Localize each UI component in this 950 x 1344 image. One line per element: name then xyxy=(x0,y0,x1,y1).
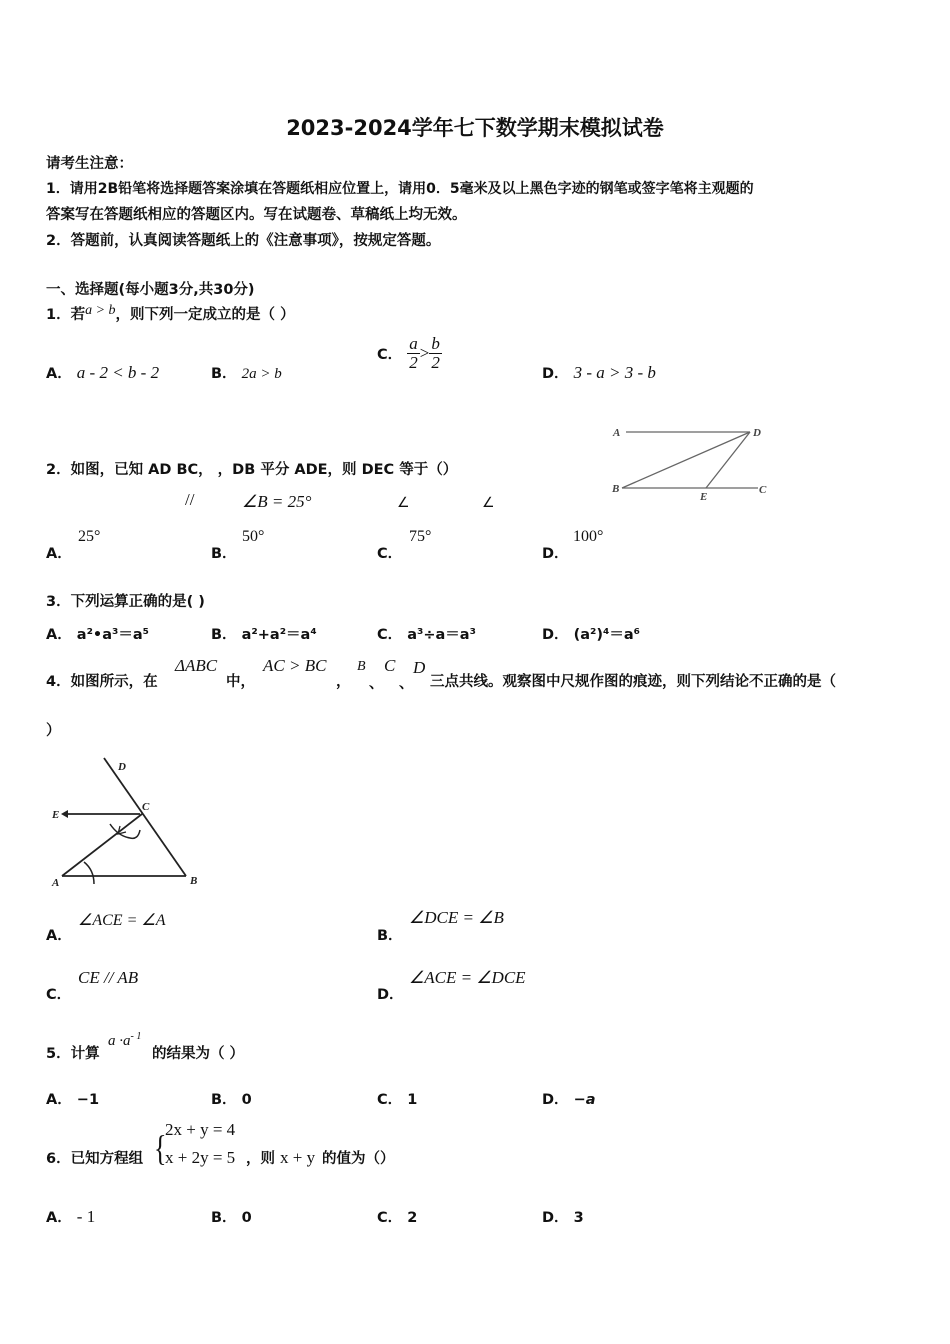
q1-option-a-expr: a - 2 < b - 2 xyxy=(76,363,160,382)
fig-label-d: D xyxy=(753,427,761,439)
line-ed xyxy=(706,432,750,488)
q6-option-c xyxy=(377,1206,417,1227)
q3-stem: 3．下列运算正确的是( ) xyxy=(46,594,205,610)
option-label: C． xyxy=(377,1092,403,1108)
q5-option-b xyxy=(211,1088,252,1109)
q2-option-b-value: 50° xyxy=(242,528,265,545)
option-label: B． xyxy=(211,1210,237,1226)
q6-option-a xyxy=(46,1206,95,1227)
q2-option-c-label: C． xyxy=(377,546,403,562)
line-bd xyxy=(622,432,750,488)
q6-option-a-value: - 1 xyxy=(76,1207,96,1226)
option-label: B． xyxy=(211,627,237,643)
q2-option-d-label: D． xyxy=(542,546,569,562)
q4-stem-prefix: 4．如图所示，在 xyxy=(46,674,158,690)
q2-option-a-label: A． xyxy=(46,546,72,562)
q6-brace: { xyxy=(154,1128,167,1169)
q4-stem-close: ） xyxy=(46,723,61,739)
q5-option-c xyxy=(377,1088,417,1109)
q2-option-c-value: 75° xyxy=(409,528,432,545)
q3-option-d-expr: (a²)⁴＝a⁶ xyxy=(573,627,640,643)
q4-separator: ， xyxy=(336,674,351,690)
fig-label-b: B xyxy=(190,875,198,887)
q4-condition: AC > BC xyxy=(263,656,327,675)
q6-option-d-value: 3 xyxy=(573,1210,584,1226)
q4-stem-middle: 中， xyxy=(226,674,255,690)
q5-option-a-value: −1 xyxy=(76,1092,100,1108)
q6-equation-2: x + 2y = 5 xyxy=(165,1148,236,1167)
q1-option-c-operator: > xyxy=(419,343,430,363)
q6-stem-prefix: 6．已知方程组 xyxy=(46,1151,144,1167)
page-title: 2023-2024学年七下数学期末模拟试卷 xyxy=(286,116,664,140)
q6-stem-suffix: 的值为（） xyxy=(322,1151,395,1167)
q3-option-c xyxy=(377,623,476,644)
q4-option-d-label: D． xyxy=(377,987,404,1003)
q5-stem-prefix: 5．计算 xyxy=(46,1046,100,1062)
q2-parallel-symbol: // xyxy=(185,490,195,509)
option-label: A． xyxy=(46,366,72,382)
fig-label-a: A xyxy=(613,427,621,439)
q6-option-b-value: 0 xyxy=(241,1210,252,1226)
option-label: C． xyxy=(377,1210,403,1226)
q1-option-d-expr: 3 - a > 3 - b xyxy=(573,363,656,382)
q5-expr-base: a ·a xyxy=(108,1033,131,1049)
option-label: C． xyxy=(377,627,403,643)
q5-stem-suffix: 的结果为（ ） xyxy=(152,1046,245,1062)
q4-dun-1: 、 xyxy=(369,676,384,692)
q6-stem-middle: ，则 xyxy=(246,1151,275,1167)
q1-option-b-expr: 2a > b xyxy=(241,366,282,382)
q3-option-a-expr: a²•a³＝a⁵ xyxy=(76,627,149,643)
q1-stem-suffix: ，则下列一定成立的是（ ） xyxy=(115,307,295,323)
q4-point-d: D xyxy=(413,658,426,677)
q1-condition: a > b xyxy=(85,303,116,318)
option-label: C． xyxy=(377,347,403,363)
q1-fraction-b xyxy=(429,335,442,372)
q4-point-b: B xyxy=(357,659,366,674)
q5-option-d-value: −a xyxy=(573,1092,596,1108)
q3-option-d xyxy=(542,623,640,644)
option-label: A． xyxy=(46,627,72,643)
q6-expr: x + y xyxy=(280,1148,316,1167)
q2-stem: 2．如图，已知 AD BC， ，DB 平分 ADE，则 DEC 等于（） xyxy=(46,462,458,478)
q4-point-c: C xyxy=(384,656,396,675)
q3-option-b-expr: a²+a²＝a⁴ xyxy=(241,627,317,643)
option-label: D． xyxy=(542,366,569,382)
line-ac xyxy=(62,814,142,876)
q2-option-a-value: 25° xyxy=(78,528,101,545)
q6-equation-1: 2x + y = 4 xyxy=(165,1120,236,1139)
q1-option-c xyxy=(377,335,442,372)
option-label: D． xyxy=(542,1210,569,1226)
q1-option-d xyxy=(542,362,656,383)
option-label: D． xyxy=(542,627,569,643)
q4-option-a-expr: ∠ACE = ∠A xyxy=(78,912,166,929)
q4-figure xyxy=(48,752,208,892)
q4-triangle: ΔABC xyxy=(175,656,218,675)
q2-option-b-label: B． xyxy=(211,546,237,562)
section-heading: 一、选择题(每小题3分,共30分) xyxy=(46,282,255,298)
fraction-numerator: a xyxy=(409,334,418,353)
q5-option-b-value: 0 xyxy=(241,1092,252,1108)
fig-label-b: B xyxy=(612,483,620,495)
q5-expr-exponent: - 1 xyxy=(130,1031,142,1042)
q4-dun-2: 、 xyxy=(399,676,414,692)
q5-option-a xyxy=(46,1088,99,1109)
option-label: A． xyxy=(46,1092,72,1108)
q5-option-d xyxy=(542,1088,596,1109)
q1-stem-prefix: 1．若 xyxy=(46,307,86,323)
q3-option-c-expr: a³÷a＝a³ xyxy=(407,627,476,643)
fig-label-e: E xyxy=(52,809,60,821)
q6-option-b xyxy=(211,1206,252,1227)
q2-option-d-value: 100° xyxy=(573,528,604,545)
notice-line-1a: 1．请用2B铅笔将选择题答案涂填在答题纸相应位置上，请用0．5毫米及以上黑色字迹的钢笔或签字笔将主观题的 xyxy=(46,181,754,197)
fig-label-c: C xyxy=(142,801,150,813)
q4-option-d-expr: ∠ACE = ∠DCE xyxy=(409,968,526,987)
q4-stem-suffix: 三点共线。观察图中尺规作图的痕迹，则下列结论不正确的是（ xyxy=(430,674,836,690)
arrow-head xyxy=(61,810,68,818)
q4-option-c-label: C． xyxy=(46,987,72,1003)
q2-figure xyxy=(608,420,778,502)
q2-angle-symbol-1: ∠ xyxy=(397,496,410,511)
q1-option-a xyxy=(46,362,159,383)
option-label: B． xyxy=(211,1092,237,1108)
fraction-denominator: 2 xyxy=(409,353,418,372)
option-label: B． xyxy=(211,366,237,382)
q4-option-b-label: B． xyxy=(377,928,403,944)
q4-option-c-expr: CE // AB xyxy=(78,968,139,987)
fraction-numerator: b xyxy=(431,334,440,353)
fig-label-d: D xyxy=(118,761,126,773)
q4-option-b-expr: ∠DCE = ∠B xyxy=(409,908,504,927)
fig-label-e: E xyxy=(700,491,708,502)
q3-option-a xyxy=(46,623,149,644)
notice-line-1b: 答案写在答题纸相应的答题区内。写在试题卷、草稿纸上均无效。 xyxy=(46,207,467,223)
fig-label-a: A xyxy=(52,877,60,889)
line-dcb xyxy=(104,758,186,876)
fraction-denominator: 2 xyxy=(431,353,440,372)
q6-option-d xyxy=(542,1206,584,1227)
notice-heading: 请考生注意： xyxy=(46,156,133,172)
fig-label-c: C xyxy=(759,484,767,496)
q6-option-c-value: 2 xyxy=(407,1210,418,1226)
q2-angle-symbol-2: ∠ xyxy=(482,496,495,511)
q4-option-a-label: A． xyxy=(46,928,72,944)
q1-fraction-a xyxy=(407,335,420,372)
q1-stem xyxy=(46,303,295,324)
q5-option-c-value: 1 xyxy=(407,1092,418,1108)
q5-expr xyxy=(108,1031,141,1050)
notice-line-2: 2．答题前，认真阅读答题纸上的《注意事项》，按规定答题。 xyxy=(46,233,441,249)
q3-option-b xyxy=(211,623,317,644)
option-label: A． xyxy=(46,1210,72,1226)
q2-angle-b: ∠B = 25° xyxy=(242,492,312,511)
q1-option-b xyxy=(211,362,282,383)
option-label: D． xyxy=(542,1092,569,1108)
arc-a xyxy=(84,862,94,884)
